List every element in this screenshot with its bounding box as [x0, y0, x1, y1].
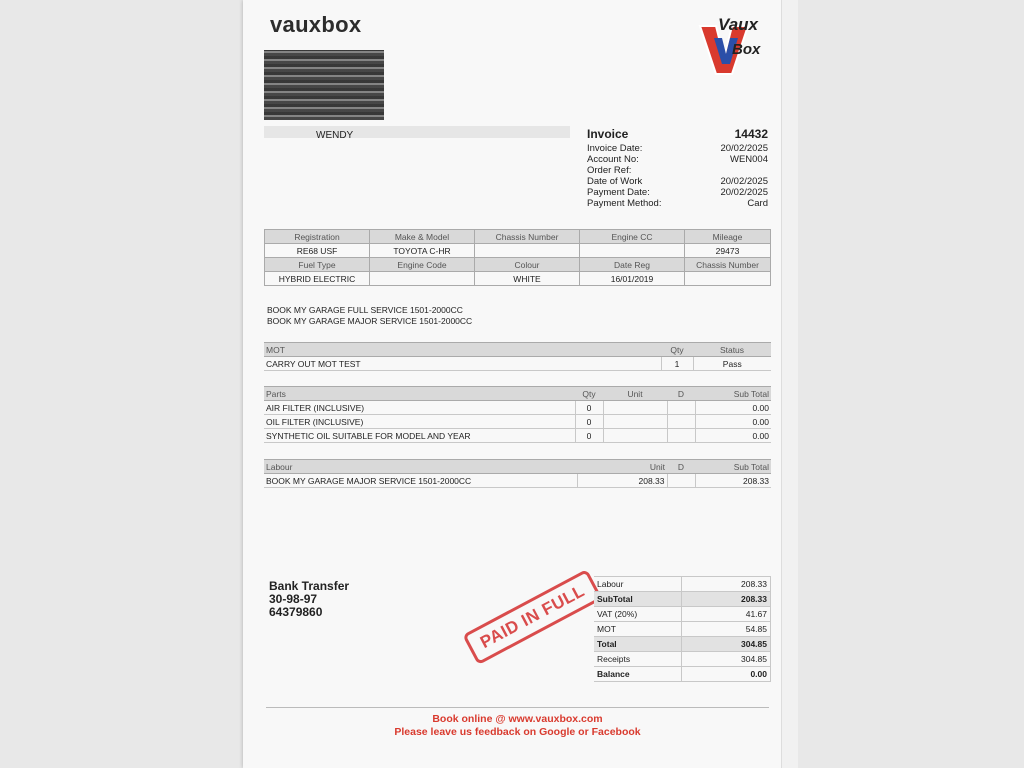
totals-table — [594, 576, 771, 682]
totals-value: 208.33 — [682, 577, 771, 592]
totals-row — [594, 592, 771, 607]
work-description — [267, 305, 472, 327]
vehicle-cell — [685, 272, 771, 286]
footer-feedback-text: Please leave us feedback on Google or Facebook — [394, 726, 641, 738]
bank-account-number: 64379860 — [269, 605, 323, 619]
bank-sort-code: 30-98-97 — [269, 592, 318, 606]
meta-value: 20/02/2025 — [720, 187, 768, 198]
parts-cell — [667, 401, 695, 415]
brand-name: vauxbox — [270, 12, 362, 37]
parts-cell: 0 — [575, 401, 603, 415]
parts-cell — [603, 401, 667, 415]
vehicle-cell — [370, 272, 475, 286]
meta-label: Payment Method: — [587, 198, 662, 209]
vehicle-header: Colour — [475, 258, 580, 272]
vehicle-cell: WHITE — [475, 272, 580, 286]
labour-header: Labour — [264, 460, 577, 474]
totals-value: 54.85 — [682, 622, 771, 637]
labour-header: Unit — [577, 460, 667, 474]
redacted-address — [264, 50, 384, 120]
meta-label: Invoice Date: — [587, 143, 643, 154]
parts-cell: AIR FILTER (INCLUSIVE) — [264, 401, 575, 415]
vehicle-cell: TOYOTA C-HR — [370, 244, 475, 258]
mot-header-row — [264, 343, 771, 357]
vehicle-header: Engine CC — [580, 230, 685, 244]
mot-header: Status — [693, 343, 771, 357]
vehicle-header: Chassis Number — [685, 258, 771, 272]
parts-cell — [603, 415, 667, 429]
parts-header: D — [667, 387, 695, 401]
vehicle-header: Registration — [265, 230, 370, 244]
mot-cell: Pass — [693, 357, 771, 371]
labour-cell: BOOK MY GARAGE MAJOR SERVICE 1501-2000CC — [264, 474, 577, 488]
parts-cell: 0 — [575, 415, 603, 429]
vehicle-header: Fuel Type — [265, 258, 370, 272]
parts-cell: 0.00 — [695, 429, 771, 443]
totals-row — [594, 652, 771, 667]
invoice-number: 14432 — [734, 127, 768, 141]
vehicle-cell: 29473 — [685, 244, 771, 258]
totals-row — [594, 637, 771, 652]
parts-cell: SYNTHETIC OIL SUITABLE FOR MODEL AND YEAR — [264, 429, 575, 443]
vehicle-cell: HYBRID ELECTRIC — [265, 272, 370, 286]
meta-value: 20/02/2025 — [720, 176, 768, 187]
totals-label: Receipts — [594, 652, 682, 667]
vehicle-header: Mileage — [685, 230, 771, 244]
totals-row — [594, 622, 771, 637]
totals-row — [594, 577, 771, 592]
totals-label: Total — [594, 637, 682, 652]
vehicle-header-row — [265, 230, 771, 244]
parts-cell: 0 — [575, 429, 603, 443]
meta-row — [587, 176, 768, 187]
parts-cell — [603, 429, 667, 443]
totals-value: 0.00 — [682, 667, 771, 682]
meta-row — [587, 165, 768, 176]
parts-header: Qty — [575, 387, 603, 401]
customer-name: WENDY — [316, 130, 354, 141]
labour-table — [264, 459, 771, 488]
totals-label: Labour — [594, 577, 682, 592]
totals-value: 41.67 — [682, 607, 771, 622]
totals-row — [594, 667, 771, 682]
mot-header: Qty — [661, 343, 693, 357]
vehicle-header: Date Reg — [580, 258, 685, 272]
parts-cell: 0.00 — [695, 415, 771, 429]
parts-header: Sub Total — [695, 387, 771, 401]
paid-in-full-stamp: PAID IN FULL — [462, 569, 603, 665]
parts-header: Unit — [603, 387, 667, 401]
meta-row — [587, 143, 768, 154]
totals-label: SubTotal — [594, 592, 682, 607]
mot-header: MOT — [264, 343, 661, 357]
mot-cell: 1 — [661, 357, 693, 371]
customer-address-box — [264, 126, 570, 138]
meta-label: Payment Date: — [587, 187, 650, 198]
vehicle-header-row — [265, 258, 771, 272]
parts-cell — [667, 429, 695, 443]
mot-row — [264, 357, 771, 371]
parts-row — [264, 415, 771, 429]
parts-row — [264, 401, 771, 415]
totals-value: 208.33 — [682, 592, 771, 607]
labour-cell: 208.33 — [577, 474, 667, 488]
meta-row — [587, 198, 768, 209]
totals-label: MOT — [594, 622, 682, 637]
paper-edge — [781, 0, 798, 768]
invoice-meta — [587, 143, 768, 209]
parts-cell — [667, 415, 695, 429]
footer-booking-text: Book online @ www.vauxbox.com — [432, 713, 603, 725]
parts-cell: OIL FILTER (INCLUSIVE) — [264, 415, 575, 429]
vehicle-cell — [475, 244, 580, 258]
vehicle-header: Chassis Number — [475, 230, 580, 244]
footer-divider — [266, 707, 769, 708]
parts-row — [264, 429, 771, 443]
mot-cell: CARRY OUT MOT TEST — [264, 357, 661, 371]
parts-header: Parts — [264, 387, 575, 401]
vehicle-header: Make & Model — [370, 230, 475, 244]
totals-value: 304.85 — [682, 652, 771, 667]
parts-cell: 0.00 — [695, 401, 771, 415]
meta-row — [587, 187, 768, 198]
totals-row — [594, 607, 771, 622]
description-line: BOOK MY GARAGE FULL SERVICE 1501-2000CC — [267, 305, 463, 315]
vehicle-table — [264, 229, 771, 286]
invoice-title: Invoice — [587, 127, 629, 141]
logo-text-bottom: Box — [732, 41, 761, 58]
meta-value: 20/02/2025 — [720, 143, 768, 154]
vehicle-header: Engine Code — [370, 258, 475, 272]
meta-label: Account No: — [587, 154, 639, 165]
meta-value: WEN004 — [729, 154, 768, 165]
description-line: BOOK MY GARAGE MAJOR SERVICE 1501-2000CC — [267, 316, 473, 326]
logo-text-top: Vaux — [718, 15, 759, 34]
meta-label: Order Ref: — [587, 165, 632, 176]
meta-row — [587, 154, 768, 165]
vehicle-cell: 16/01/2019 — [580, 272, 685, 286]
bank-details — [269, 580, 349, 619]
vehicle-row — [265, 272, 771, 286]
meta-value: Card — [747, 198, 768, 209]
totals-label: VAT (20%) — [594, 607, 682, 622]
labour-row — [264, 474, 771, 488]
vauxbox-logo — [694, 8, 774, 76]
totals-label: Balance — [594, 667, 682, 682]
meta-label: Date of Work — [587, 176, 643, 187]
parts-table — [264, 386, 771, 443]
labour-header: D — [667, 460, 695, 474]
vehicle-cell: RE68 USF — [265, 244, 370, 258]
bank-method: Bank Transfer — [269, 579, 350, 593]
mot-table — [264, 342, 771, 371]
labour-header: Sub Total — [695, 460, 771, 474]
labour-cell: 208.33 — [695, 474, 771, 488]
vehicle-cell — [580, 244, 685, 258]
totals-value: 304.85 — [682, 637, 771, 652]
parts-header-row — [264, 387, 771, 401]
vehicle-row — [265, 244, 771, 258]
labour-header-row — [264, 460, 771, 474]
labour-cell — [667, 474, 695, 488]
